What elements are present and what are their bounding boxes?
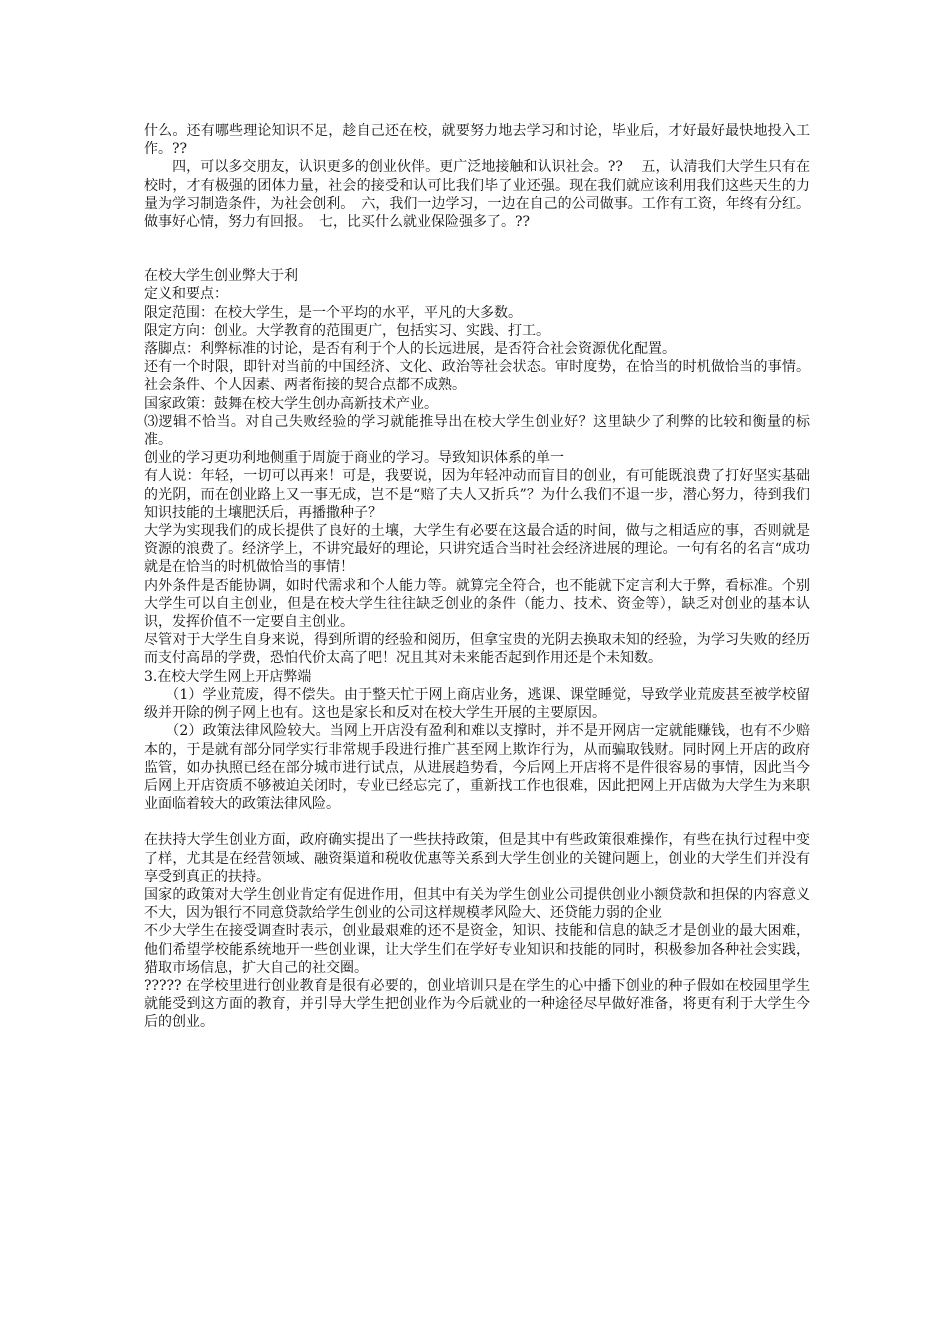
policy-line: 国家政策：鼓舞在校大学生创办高新技术产业。: [144, 395, 438, 412]
logic-paragraph: ⑶逻辑不恰当。对自己失败经验的学习就能推导出在校大学生创业好？这里缺少了利弊的比较和衡量的标准。: [144, 413, 810, 449]
university-paragraph: 大学为实现我们的成长提供了良好的土壤，大学生有必要在这最合适的时间，做与之相适应的事，否则就是资源的浪费了。经济学上，不讲究最好的理论，只讲究适合当时社会经济进展的理论。一句有名的名言“成功就是在恰当的时机做恰当的事情！: [144, 523, 810, 576]
blank-space: [144, 813, 810, 831]
blank-space: [144, 231, 810, 267]
support-paragraph: 在扶持大学生创业方面，政府确实提出了一些扶持政策，但是其中有些政策很难操作，有些在执行过程中变了样，尤其是在经营领域、融资渠道和税收优惠等关系到大学生创业的关键问题上，创业的大学生们并没有享受到真正的扶持。: [144, 832, 810, 885]
conditions-paragraph: 内外条件是否能协调，如时代需求和个人能力等。就算完全符合，也不能就下定言利大于弊，看标准。个别大学生可以自主创业，但是在校大学生往往缺乏创业的条件（能力、技术、资金等），缺乏对创业的基本认识，发挥价值不一定要自主创业。: [144, 577, 810, 631]
definition-heading: 定义和要点：: [144, 286, 228, 303]
scope-line: 限定范围：在校大学生，是一个平均的水平，平凡的大多数。: [144, 304, 522, 321]
point-1-paragraph: （1）学业荒废，得不偿失。由于整天忙于网上商店业务，逃课、课堂睡觉，导致学业荒废甚至被学校留级并开除的例子网上也有。这也是家长和反对在校大学生开展的主要原因。: [144, 686, 810, 722]
youth-paragraph: 有人说：年轻，一切可以再来！可是，我要说，因为年轻冲动而盲目的创业，有可能既浪费了打好坚实基础的光阴，而在创业路上又一事无成，岂不是“赔了夫人又折兵”？为什么我们不退一步，潜心努力，待到我们知识技能的土壤肥沃后，再播撒种子？: [144, 468, 810, 521]
timeframe-paragraph: 还有一个时限，即针对当前的中国经济、文化、政治等社会状态。审时度势，在恰当的时机做恰当的事情。社会条件、个人因素、两者衔接的契合点都不成熟。: [144, 359, 810, 394]
experience-paragraph: 尽管对于大学生自身来说，得到所谓的经验和阅历，但拿宝贵的光阴去换取未知的经验，为学习失败的经历而支付高昂的学费，恐怕代价太高了吧！况且其对未来能否起到作用还是个未知数。: [144, 632, 810, 667]
focus-line: 落脚点：利弊标准的讨论，是否有利于个人的长远进展，是否符合社会资源优化配置。: [144, 341, 676, 358]
section-title: 在校大学生创业弊大于利: [144, 268, 298, 285]
paragraph-1: 什么。还有哪些理论知识不足，趁自己还在校，就要努力地去学习和讨论，毕业后，才好最好最快地投入工作。??: [144, 123, 810, 158]
direction-line: 限定方向：创业。大学教育的范围更广，包括实习、实践、打工。: [144, 322, 550, 339]
survey-paragraph: 不少大学生在接受调查时表示，创业最艰难的还不是资金，知识、技能和信息的缺乏才是创业的最大困难，他们希望学校能系统地开一些创业课，让大学生们在学好专业知识和技能的同时，积极参加各种社会实践，猎取市场信息，扩大自己的社交圈。: [144, 923, 810, 976]
loan-paragraph: 国家的政策对大学生创业肯定有促进作用，但其中有关为学生创业公司提供创业小额贷款和担保的内容意义不大，因为银行不同意贷款给学生创业的公司这样规模孝风险大、还贷能力弱的企业: [144, 886, 810, 922]
point-2-paragraph: （2）政策法律风险较大。当网上开店没有盈利和难以支撑时，并不是开网店一定就能赚钱，也有不少赔本的，于是就有部分同学实行非常规手段进行推广甚至网上欺诈行为，从而骗取钱财。同时网上开店的政府监管，如办执照已经在部分城市进行试点，从进展趋势看，今后网上开店将不是件很容易的事情，因此当今后网上开店资质不够被迫关闭时，专业已经忘完了，重新找工作也很难，因此把网上开店做为大学生为来职业面临着较大的政策法律风险。: [144, 723, 810, 813]
document-page: [144, 122, 810, 1032]
education-paragraph: ????? 在学校里进行创业教育是很有必要的，创业培训只是在学生的心中播下创业的种子假如在校园里学生就能受到这方面的教育，并引导大学生把创业作为今后就业的一种途径尽早做好准备，将更有利于大学生今后的创业。: [144, 977, 810, 1031]
learning-line: 创业的学习更功利地侧重于周旋于商业的学习。导致知识体系的单一: [144, 450, 564, 467]
paragraph-2: 四，可以多交朋友，认识更多的创业伙伴。更广泛地接触和认识社会。?? 五，认清我们大学生只有在校时，才有极强的团体力量，社会的接受和认可比我们毕了业还强。现在我们就应该利用我们这些天生的力量为学习制造条件，为社会创利。 六，我们一边学习，一边在自己的公司做事。工作有工资，年终有分红。做事好心情，努力有回报。 七，比买什么就业保险强多了。??: [144, 159, 810, 231]
online-store-heading: 3.在校大学生网上开店弊端: [144, 668, 312, 685]
